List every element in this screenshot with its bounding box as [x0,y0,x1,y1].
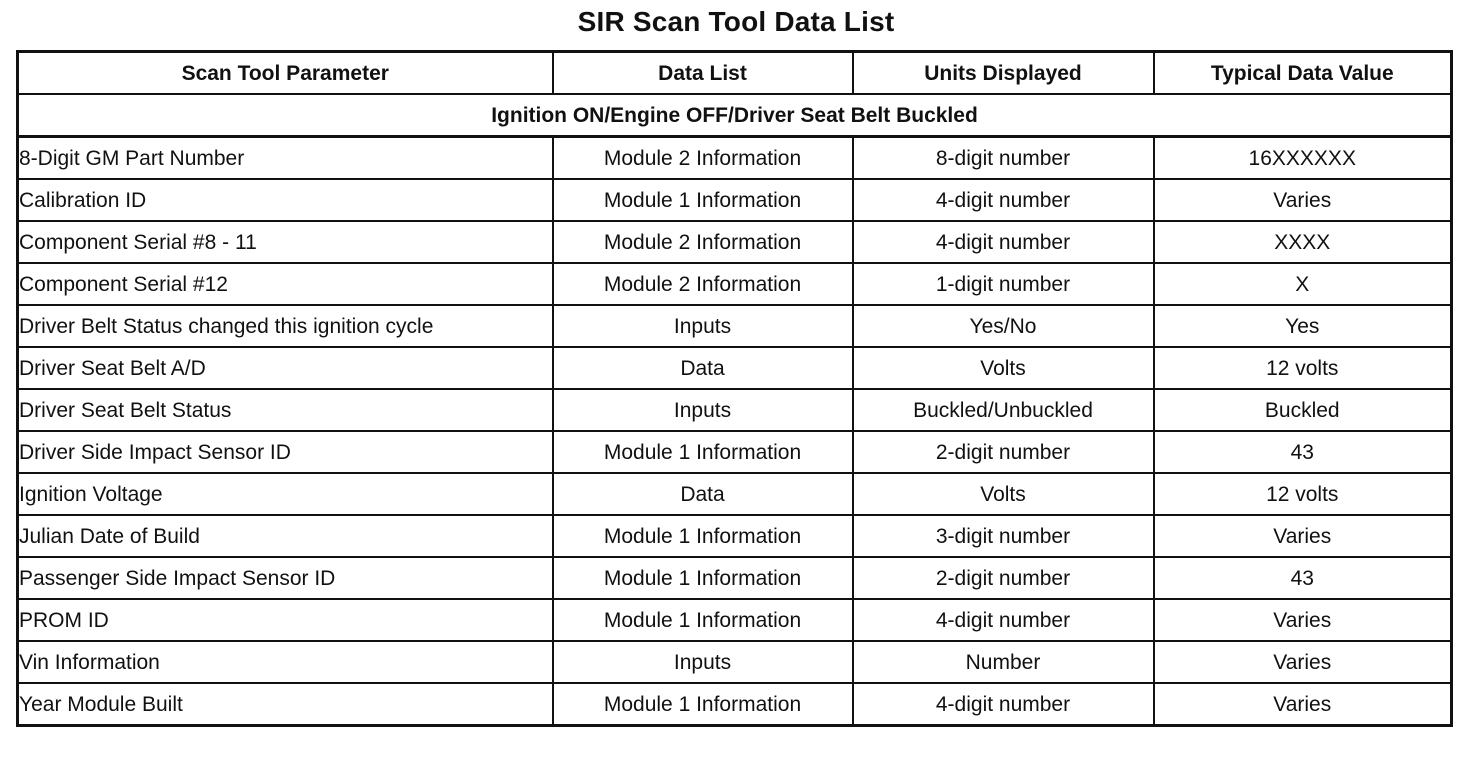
cell-data-list: Module 1 Information [553,557,853,599]
cell-data-list: Inputs [553,389,853,431]
header-data-list: Data List [553,52,853,95]
cell-parameter: 8-Digit GM Part Number [18,137,553,180]
cell-data-list: Module 1 Information [553,515,853,557]
header-typical-data-value: Typical Data Value [1154,52,1452,95]
cell-units: 4-digit number [853,221,1154,263]
cell-typical-value: Buckled [1154,389,1452,431]
cell-data-list: Module 1 Information [553,599,853,641]
cell-parameter: Ignition Voltage [18,473,553,515]
cell-parameter: Year Module Built [18,683,553,726]
cell-parameter: Driver Side Impact Sensor ID [18,431,553,473]
cell-parameter: Passenger Side Impact Sensor ID [18,557,553,599]
table-row [18,137,1452,180]
cell-parameter: Vin Information [18,641,553,683]
table-row [18,641,1452,683]
cell-parameter: Calibration ID [18,179,553,221]
cell-data-list: Module 1 Information [553,431,853,473]
cell-typical-value: Varies [1154,599,1452,641]
cell-data-list: Module 2 Information [553,137,853,180]
table-row [18,683,1452,726]
cell-typical-value: 43 [1154,431,1452,473]
cell-data-list: Inputs [553,641,853,683]
cell-data-list: Data [553,347,853,389]
table-row [18,347,1452,389]
header-row [18,52,1452,95]
cell-typical-value: X [1154,263,1452,305]
cell-typical-value: 43 [1154,557,1452,599]
cell-units: 2-digit number [853,431,1154,473]
table-row [18,305,1452,347]
cell-units: Volts [853,347,1154,389]
table-row [18,389,1452,431]
cell-data-list: Module 2 Information [553,221,853,263]
table-row [18,179,1452,221]
table-row [18,431,1452,473]
cell-data-list: Data [553,473,853,515]
cell-data-list: Module 1 Information [553,683,853,726]
cell-units: 8-digit number [853,137,1154,180]
table-row [18,557,1452,599]
cell-units: 4-digit number [853,599,1154,641]
table-row [18,599,1452,641]
table-row [18,515,1452,557]
cell-data-list: Inputs [553,305,853,347]
table-row [18,263,1452,305]
page-title: SIR Scan Tool Data List [577,6,895,37]
cell-typical-value: 12 volts [1154,347,1452,389]
scan-tool-data-table [16,50,1453,727]
cell-parameter: PROM ID [18,599,553,641]
cell-typical-value: 16XXXXXX [1154,137,1452,180]
cell-parameter: Driver Belt Status changed this ignition cycle [18,305,553,347]
cell-parameter: Driver Seat Belt Status [18,389,553,431]
cell-data-list: Module 2 Information [553,263,853,305]
cell-data-list: Module 1 Information [553,179,853,221]
section-row [18,94,1452,137]
header-units-displayed: Units Displayed [853,52,1154,95]
cell-typical-value: Varies [1154,683,1452,726]
table-row [18,473,1452,515]
cell-units: 4-digit number [853,683,1154,726]
cell-units: Volts [853,473,1154,515]
cell-typical-value: Yes [1154,305,1452,347]
cell-typical-value: Varies [1154,179,1452,221]
cell-parameter: Julian Date of Build [18,515,553,557]
cell-parameter: Driver Seat Belt A/D [18,347,553,389]
header-scan-tool-parameter: Scan Tool Parameter [18,52,553,95]
cell-units: Buckled/Unbuckled [853,389,1154,431]
table-row [18,221,1452,263]
cell-typical-value: XXXX [1154,221,1452,263]
cell-units: Number [853,641,1154,683]
cell-units: 3-digit number [853,515,1154,557]
cell-typical-value: Varies [1154,641,1452,683]
cell-parameter: Component Serial #12 [18,263,553,305]
cell-units: Yes/No [853,305,1154,347]
section-label: Ignition ON/Engine OFF/Driver Seat Belt Buckled [18,94,1452,137]
cell-typical-value: Varies [1154,515,1452,557]
cell-units: 4-digit number [853,179,1154,221]
cell-units: 2-digit number [853,557,1154,599]
cell-units: 1-digit number [853,263,1154,305]
cell-parameter: Component Serial #8 - 11 [18,221,553,263]
cell-typical-value: 12 volts [1154,473,1452,515]
